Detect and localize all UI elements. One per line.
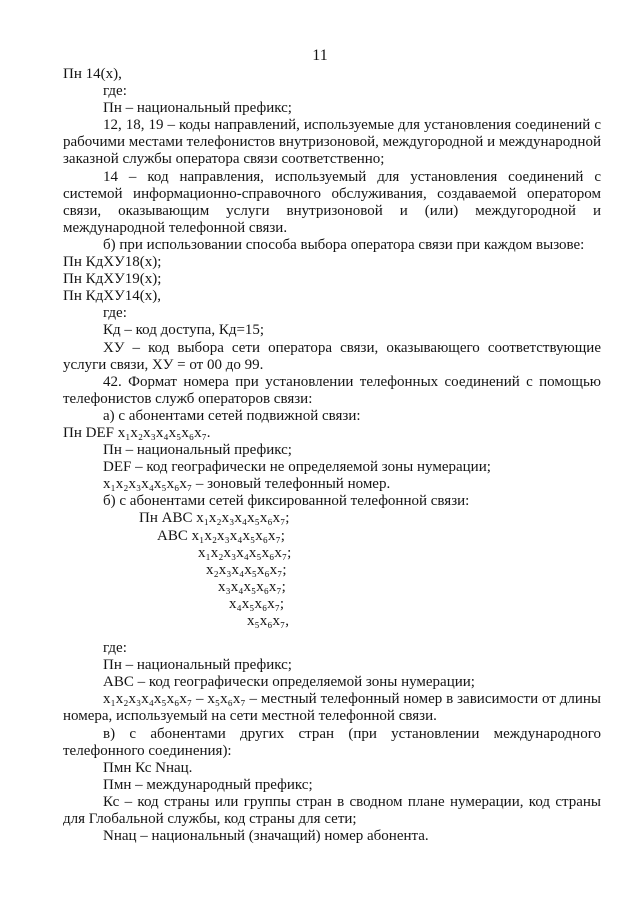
document-body — [63, 66, 601, 845]
format-variant: x₄x₅x₆x₇; — [229, 595, 285, 612]
format-variant: x₃x₄x₅x₆x₇; — [218, 578, 286, 595]
paragraph: где: — [103, 305, 127, 322]
paragraph: Пн – национальный префикс; — [103, 442, 292, 459]
paragraph: Кд – код доступа, Кд=15; — [103, 322, 265, 339]
paragraph: Пмн Кс Nнац. — [103, 759, 193, 776]
page-number: 11 — [312, 47, 328, 64]
paragraph: Пн – национальный префикс; — [103, 100, 292, 117]
paragraph: б) с абонентами сетей фиксированной телефонной связи: — [103, 493, 470, 510]
paragraph: Пн КдХУ14(x), — [63, 288, 161, 305]
paragraph: ABC – код географически определяемой зоны нумерации; — [103, 674, 475, 691]
paragraph: x₁x₂x₃x₄x₅x₆x₇ – зоновый телефонный номер. — [103, 476, 391, 493]
paragraph: где: — [103, 83, 127, 100]
paragraph: Пн 14(x), — [63, 66, 122, 82]
format-variant: Пн ABC x₁x₂x₃x₄x₅x₆x₇; — [139, 510, 290, 527]
paragraph: где: — [103, 640, 127, 657]
format-variant: ABC x₁x₂x₃x₄x₅x₆x₇; — [157, 527, 285, 544]
format-variant: x₁x₂x₃x₄x₅x₆x₇; — [198, 544, 292, 561]
paragraph: DEF – код географически не определяемой зоны нумерации; — [103, 459, 491, 476]
spacer — [63, 630, 601, 640]
format-variant: x₂x₃x₄x₅x₆x₇; — [206, 561, 287, 578]
paragraph: 42. Формат номера при установлении телефонных соединений с помощью телефонистов служб операторов связи: — [63, 373, 601, 407]
paragraph: 14 – код направления, используемый для установления соединений с системой информационно-справочного обслуживания, создаваемой оператором связи, оказывающим услуги внутризоновой и (или) междугородной и международной телефонной связи. — [63, 168, 601, 236]
paragraph: Кс – код страны или группы стран в сводном плане нумерации, код страны для Глобальной службы, код страны для сети; — [63, 793, 601, 828]
paragraph: ХУ – код выбора сети оператора связи, оказывающего соответствующие услуги связи, ХУ = от 00 до 99. — [63, 339, 601, 373]
paragraph: Nнац – национальный (значащий) номер абонента. — [103, 828, 429, 845]
paragraph: Пн – национальный префикс; — [103, 657, 292, 674]
number-format-variants — [63, 510, 601, 630]
paragraph: б) при использовании способа выбора оператора связи при каждом вызове: — [103, 236, 585, 253]
format-variant: x₅x₆x₇, — [247, 613, 289, 629]
paragraph: в) с абонентами других стран (при установлении международного телефонного соединения): — [63, 725, 601, 759]
paragraph: Пмн – международный префикс; — [103, 776, 313, 793]
paragraph: 12, 18, 19 – коды направлений, используемые для установления соединений с рабочими местами телефонистов внутризоновой, междугородной и международной заказной службы оператора связи соответственно; — [63, 117, 601, 168]
paragraph: Пн DEF x₁x₂x₃x₄x₅x₆x₇. — [63, 424, 211, 441]
paragraph: Пн КдХУ18(x); — [63, 254, 162, 271]
paragraph: x₁x₂x₃x₄x₅x₆x₇ – x₅x₆x₇ – местный телефонный номер в зависимости от длины номера, используемый на сети местной телефонной связи. — [63, 691, 601, 725]
paragraph: Пн КдХУ19(x); — [63, 271, 162, 288]
paragraph: а) с абонентами сетей подвижной связи: — [103, 407, 361, 424]
